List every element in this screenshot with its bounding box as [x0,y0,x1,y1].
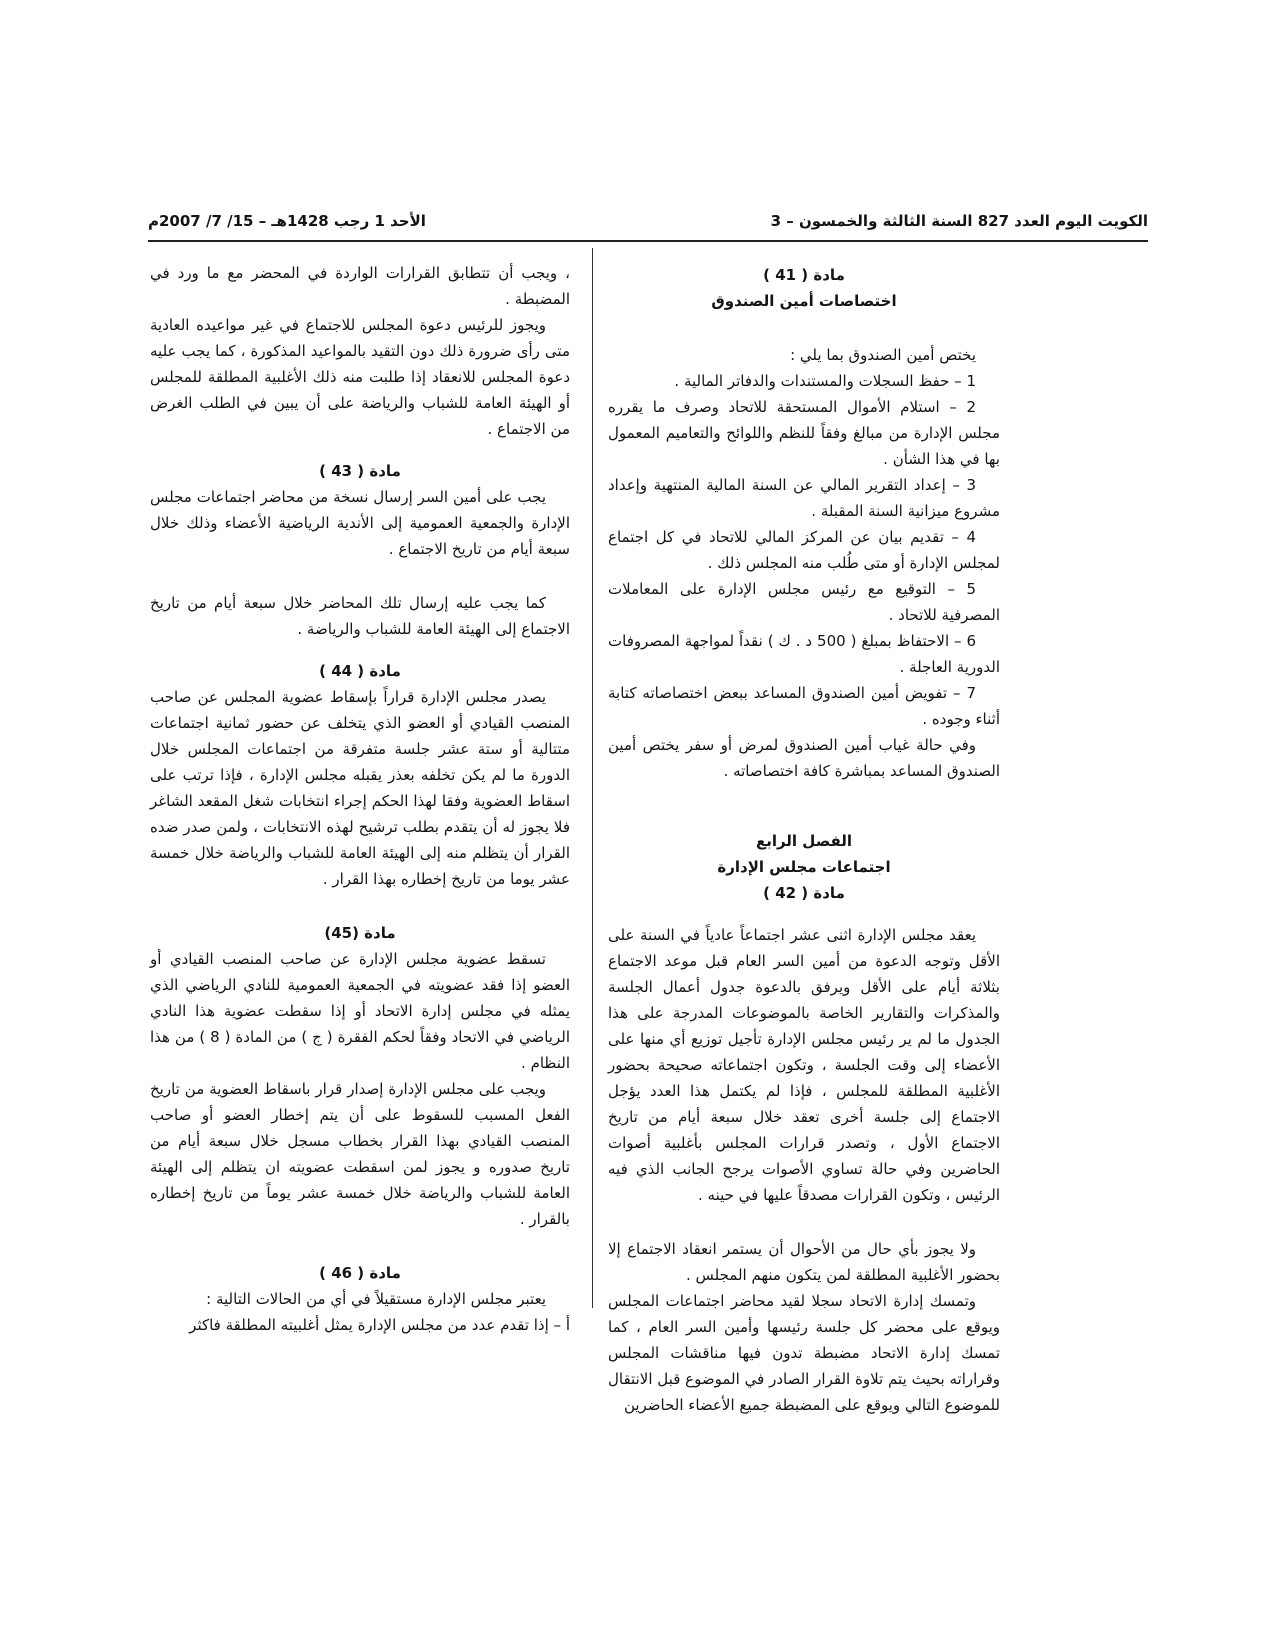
header-date: الأحد 1 رجب 1428هـ – 15/ 7/ 2007م [148,212,426,230]
left-column [150,260,570,1338]
article-46-title: مادة ( 46 ) [319,1264,401,1282]
article-43-paragraph: كما يجب عليه إرسال تلك المحاضر خلال سبعة أيام من تاريخ الاجتماع إلى الهيئة العامة للشباب والرياضة . [150,594,570,638]
article-42-paragraph: وتمسك إدارة الاتحاد سجلا لقيد محاضر اجتماعات المجلس ويوقع على محضر كل جلسة رئيسها وأمين السر العام ، كما تمسك إدارة الاتحاد مضبطة تدون فيها مناقشات المجلس وقراراته بحيث يتم تلاوة القرار الصادر في الموضوع قبل الانتقال للموضوع التالي ويوقع على المضبطة جميع الأعضاء الحاضرين [608,1292,1000,1414]
header-rule [148,240,1148,242]
chapter-subtitle: اجتماعات مجلس الإدارة [717,858,891,876]
article-41-item: 7 – تفويض أمين الصندوق المساعد ببعض اختصاصاته كتابة أثناء وجوده . [608,684,1000,728]
article-41-final: وفي حالة غياب أمين الصندوق لمرض أو سفر يختص أمين الصندوق المساعد بمباشرة كافة اختصاصاته . [608,736,1000,780]
header-issue-info: الكويت اليوم العدد 827 السنة الثالثة والخمسون – 3 [770,212,1148,230]
article-43-title: مادة ( 43 ) [319,462,401,480]
article-41-item: 1 – حفظ السجلات والمستندات والدفاتر المالية . [674,372,976,390]
article-45-title: مادة (45) [324,924,396,942]
article-41-intro: يختص أمين الصندوق بما يلي : [790,346,976,364]
article-41-item: 6 – الاحتفاظ بمبلغ ( 500 د . ك ) نقداً لمواجهة المصروفات الدورية العاجلة . [608,632,1000,676]
article-45-paragraph: تسقط عضوية مجلس الإدارة عن صاحب المنصب القيادي أو العضو إذا فقد عضويته في الجمعية العمومية للنادي الرياضي الذي يمثله في مجلس إدارة الاتحاد أو إذا سقطت عضوية هذا النادي الرياضي في الاتحاد وفقاً لحكم الفقرة ( ج ) من المادة ( 8 ) من هذا النظام . [150,950,570,1072]
chapter-title: الفصل الرابع [755,832,853,850]
article-45-paragraph: ويجب على مجلس الإدارة إصدار قرار باسقاط العضوية من تاريخ الفعل المسبب للسقوط على أن يتم إخطار العضو أو صاحب المنصب القيادي بهذا القرار بخطاب مسجل خلال سبعة أيام من تاريخ صدوره و يجوز لمن اسقطت عضويته ان يتظلم إلى الهيئة العامة للشباب والرياضة خلال خمسة عشر يوماً من تاريخ إخطاره بالقرار . [150,1080,570,1228]
article-42-paragraph: يعقد مجلس الإدارة اثنى عشر اجتماعاً عادياً في السنة على الأقل وتوجه الدعوة من أمين السر العام قبل موعد الاجتماع بثلاثة أيام على الأقل ويرفق بالدعوة جدول أعمال الجلسة والمذكرات والتقارير الخاصة بالموضوعات المدرجة على هذا الجدول ما لم ير رئيس مجلس الإدارة تأجيل توزيع أي منها على الأعضاء إلى وقت الجلسة ، وتكون اجتماعاته صحيحة بحضور الأغلبية المطلقة للمجلس ، فإذا لم يكتمل هذا العدد يؤجل الاجتماع إلى جلسة أخرى تعقد خلال سبعة أيام من تاريخ الاجتماع الأول ، وتصدر قرارات المجلس بأغلبية أصوات الحاضرين وفي حالة تساوي الأصوات يرجح الجانب الذي فيه الرئيس ، وتكون القرارات مصدقاً عليها في حينه . [608,926,1000,1204]
column-divider [592,248,593,1308]
article-42-title: مادة ( 42 ) [763,884,845,902]
article-41-item: 4 – تقديم بيان عن المركز المالي للاتحاد في كل اجتماع لمجلس الإدارة أو متى طُلب منه المجلس ذلك . [608,528,1000,572]
right-column [608,262,1000,1418]
article-41-item: 5 – التوقيع مع رئيس مجلس الإدارة على المعاملات المصرفية للاتحاد . [608,580,1000,624]
continued-paragraph: ، ويجب أن تتطابق القرارات الواردة في المحضر مع ما ورد في المضبطة . [150,264,570,308]
continued-paragraph: ويجوز للرئيس دعوة المجلس للاجتماع في غير مواعيده العادية متى رأى ضرورة ذلك دون التقيد بالمواعيد المذكورة ، كما يجب عليه دعوة المجلس للانعقاد إذا طلبت منه ذلك الأغلبية المطلقة للمجلس أو الهيئة العامة للشباب والرياضة على أن يبين في الطلب الغرض من الاجتماع . [150,316,570,438]
page-header [148,208,1148,242]
article-44-paragraph: يصدر مجلس الإدارة قراراً بإسقاط عضوية المجلس عن صاحب المنصب القيادي أو العضو الذي يتخلف عن حضور ثمانية اجتماعات متتالية أو ستة عشر جلسة متفرقة من اجتماعات المجلس خلال الدورة ما لم يكن تخلفه بعذر يقبله مجلس الإدارة ، فإذا ترتب على اسقاط العضوية وفقا لهذا الحكم إجراء انتخابات شغل المقعد الشاغر فلا يجوز له أن يتقدم بطلب ترشيح لهذه الانتخابات ، ولمن صدر ضده القرار أن يتظلم منه إلى الهيئة العامة للشباب والرياضة خلال خمسة عشر يوما من تاريخ إخطاره بهذا القرار . [150,688,570,888]
article-46-item: أ – إذا تقدم عدد من مجلس الإدارة يمثل أغلبيته المطلقة فاكثر [189,1316,570,1334]
article-41-item: 2 – استلام الأموال المستحقة للاتحاد وصرف ما يقرره مجلس الإدارة من مبالغ وفقاً للنظم واللوائح والتعاميم المعمول بها في هذا الشأن . [608,398,1000,468]
article-41-subtitle: اختصاصات أمين الصندوق [711,292,897,310]
article-46-paragraph: يعتبر مجلس الإدارة مستقيلاً في أي من الحالات التالية : [206,1290,546,1308]
article-42-paragraph: ولا يجوز بأي حال من الأحوال أن يستمر انعقاد الاجتماع إلا بحضور الأغلبية المطلقة لمن يتكون منهم المجلس . [608,1240,1000,1284]
article-41-item: 3 – إعداد التقرير المالي عن السنة المالية المنتهية وإعداد مشروع ميزانية السنة المقبلة . [608,476,1000,520]
article-43-paragraph: يجب على أمين السر إرسال نسخة من محاضر اجتماعات مجلس الإدارة والجمعية العمومية إلى الأندية الرياضية الأعضاء وذلك خلال سبعة أيام من تاريخ الاجتماع . [150,488,570,558]
article-44-title: مادة ( 44 ) [319,662,401,680]
article-41-title: مادة ( 41 ) [763,266,845,284]
